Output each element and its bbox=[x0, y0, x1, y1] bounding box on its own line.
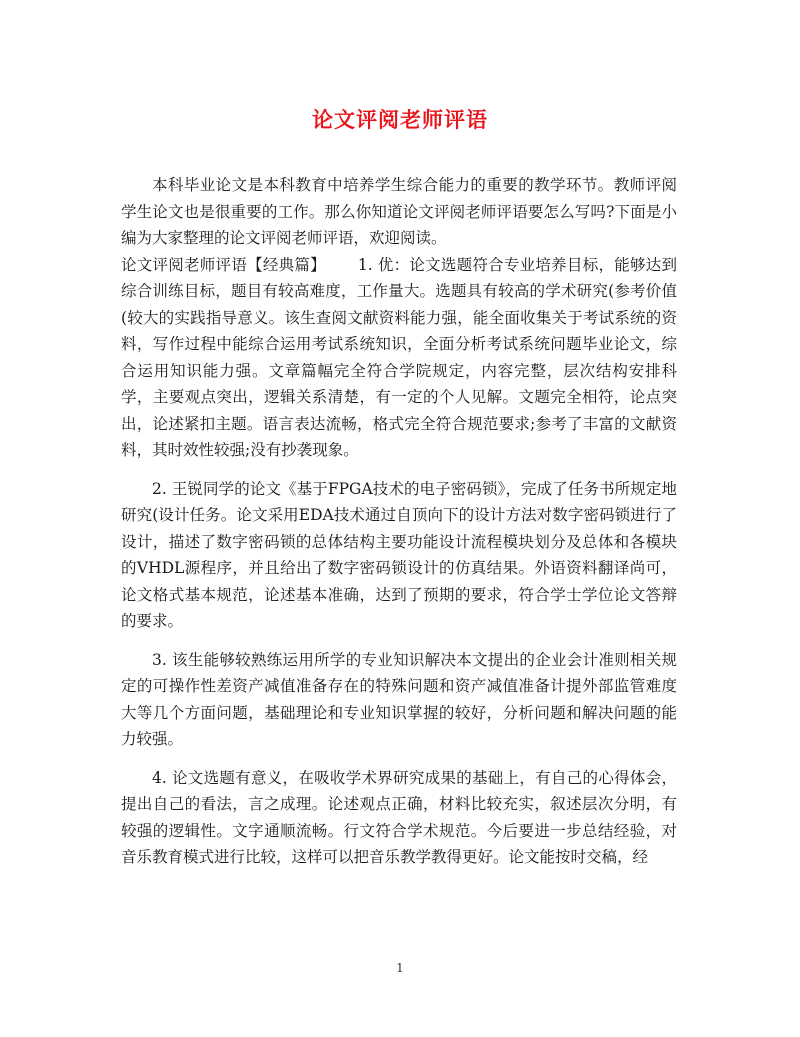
item-2-paragraph: 2. 王锐同学的论文《基于FPGA技术的电子密码锁》，完成了任务书所规定地研究(设计任务。论文采用EDA技术通过自顶向下的设计方法对数字密码锁进行了设计，描述了数字密码锁的总体结构主要功能设计流程模块划分及总体和各模块的VHDL源程序，并且给出了数字密码锁设计的仿真结果。外语资料翻译尚可，论文格式基本规范，论述基本准确，达到了预期的要求，符合学士学位论文答辩的要求。 bbox=[121, 479, 677, 630]
intro-paragraph: 本科毕业论文是本科教育中培养学生综合能力的重要的教学环节。教师评阅学生论文也是很重要的工作。那么你知道论文评阅老师评语要怎么写吗?下面是小编为大家整理的论文评阅老师评语，欢迎阅读。 bbox=[121, 176, 677, 247]
section-heading: 论文评阅老师评语【经典篇】 bbox=[121, 255, 326, 274]
page-title: 论文评阅老师评语 bbox=[312, 107, 488, 132]
document-body bbox=[121, 172, 677, 871]
item-1-text: 1. 优：论文选题符合专业培养目标，能够达到综合训练目标，题目有较高难度，工作量大。选题具有较高的学术研究(参考价值(较大的实践指导意义。该生查阅文献资料能力强，能全面收集关于考试系统的资料，写作过程中能综合运用考试系统知识，全面分析考试系统问题毕业论文，综合运用知识能力强。文章篇幅完全符合学院规定，内容完整，层次结构安排科学，主要观点突出，逻辑关系清楚，有一定的个人见解。文题完全相符，论点突出，论述紧扣主题。语言表达流畅，格式完全符合规范要求;参考了丰富的文献资料，其时效性较强;没有抄袭现象。 bbox=[121, 255, 677, 459]
item-1-paragraph bbox=[121, 252, 677, 464]
item-4-paragraph: 4. 论文选题有意义，在吸收学术界研究成果的基础上，有自己的心得体会，提出自己的看法，言之成理。论述观点正确，材料比较充实，叙述层次分明，有较强的逻辑性。文字通顺流畅。行文符合学术规范。今后要进一步总结经验，对音乐教育模式进行比较，这样可以把音乐教学教得更好。论文能按时交稿，经 bbox=[121, 768, 677, 866]
page-number: 1 bbox=[396, 961, 404, 975]
item-3-paragraph: 3. 该生能够较熟练运用所学的专业知识解决本文提出的企业会计准则相关规定的可操作性差资产减值准备存在的特殊问题和资产减值准备计提外部监管难度大等几个方面问题，基础理论和专业知识掌握的较好，分析问题和解决问题的能力较强。 bbox=[121, 650, 677, 748]
